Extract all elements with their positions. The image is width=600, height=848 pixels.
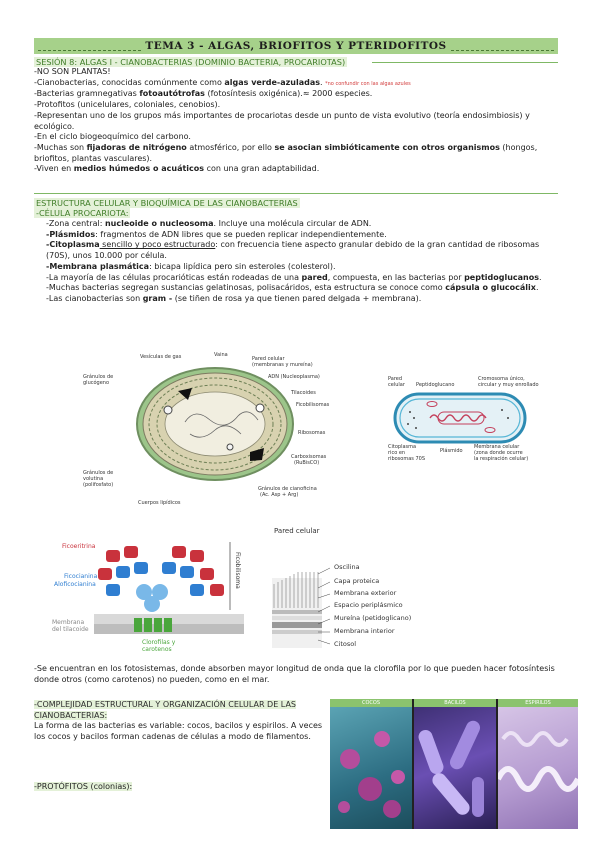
label-peptidoglucano: Peptidoglucano — [416, 382, 455, 388]
label-citoplasma: Citoplasma — [388, 444, 417, 450]
label-ficoeritrina: Ficoeritrina — [62, 543, 96, 550]
line-fotosistemas: -Se encuentran en los fotosistemas, donde absorben mayor longitud de onda que la clorofila por lo que pueden hacer fotosíntesis donde otros (como carotenos) no pueden, como en el mar. — [34, 664, 555, 684]
complexity-header-text: -COMPLEJIDAD ESTRUCTURAL Y ORGANIZACIÓN CELULAR DE LAS CIANOBACTERIAS: — [34, 700, 296, 720]
label-glucogeno-2: glucógeno — [83, 380, 110, 386]
label-citosol: Citosol — [334, 640, 357, 648]
line-gram — [34, 294, 560, 305]
bold-text: -Citoplasma — [46, 240, 100, 250]
bold-text: gram - — [142, 293, 173, 303]
line-representan: -Representan uno de los grupos más importantes de procariotas desde un punto de vista evolutivo (teoría endosimbiosis) y ecológico. — [34, 110, 530, 131]
text: -Zona central: — [46, 219, 105, 228]
label-pared-title: Pared celular — [274, 527, 320, 535]
label-vaina: Vaina — [214, 352, 228, 358]
label-membrana-3: la respiración celular) — [474, 456, 529, 462]
text: : con frecuencia tiene aspecto granular debido de la gran cantidad de ribosomas (70S), unos 10.000 por célula. — [46, 240, 540, 261]
label-membrana-tilacoide: Membrana — [52, 619, 85, 626]
label-pared-celular-2: celular — [388, 382, 405, 388]
label-cianoficina: Gránulos de cianoficina — [258, 486, 317, 492]
text: : fragmentos de ADN libres que se pueden replicar independientemente. — [95, 229, 387, 239]
label-ribosomas: Ribosomas — [298, 430, 326, 436]
label-membrana-interior: Membrana interior — [334, 627, 395, 635]
line-bacterias — [34, 89, 560, 100]
protofitos-section — [34, 782, 314, 793]
line-cianobacterias — [34, 78, 560, 90]
label-capa-proteica: Capa proteica — [334, 577, 380, 585]
photo-title-cocos: COCOS — [330, 699, 412, 707]
cell-wall-diagram — [270, 528, 430, 658]
line-no-plantas: -NO SON PLANTAS! — [34, 67, 111, 76]
label-oscilina: Oscilina — [334, 563, 360, 571]
label-lipidicos: Cuerpos lipídicos — [138, 500, 181, 506]
text: (fotosíntesis oxigénica).≈ 2000 especies. — [204, 89, 373, 99]
label-carboxisomas-2: (RuBisCO) — [294, 460, 320, 466]
complexity-section — [34, 700, 324, 743]
text: : bicapa lipídica pero sin esteroles (colesterol). — [149, 261, 336, 271]
text: -Muchas bacterias segregan sustancias gelatinosas, polisacáridos, esta estructura se conoce como — [46, 283, 446, 293]
text: . — [320, 77, 326, 87]
text: . Incluye una molécula circular de ADN. — [213, 219, 372, 228]
underlined-text: sencillo y poco estructurado — [99, 240, 216, 250]
text: . — [535, 283, 539, 293]
label-glucogeno: Gránulos de — [83, 374, 114, 380]
bacilos-illustration — [414, 699, 496, 829]
bold-text: cápsula o glucocálix — [445, 283, 536, 293]
text: -Bacterias gramnegativas — [34, 89, 140, 99]
session-text — [34, 67, 560, 175]
label-adn: ADN (Nucleoplasma) — [268, 374, 320, 380]
line-ciclo: -En el ciclo biogeoquímico del carbono. — [34, 132, 191, 142]
label-pared-2: (membranas y mureína) — [252, 362, 313, 368]
text: . — [539, 272, 542, 282]
cocos-illustration — [330, 699, 412, 829]
structure-text — [34, 219, 560, 305]
label-ficobilisomas: Ficobilisomas — [296, 402, 330, 408]
photo-espirilos — [498, 699, 578, 829]
label-pared-celular: Pared — [388, 376, 403, 382]
photo-cocos — [330, 699, 412, 829]
text: (hongos, briofitos, plantas vasculares). — [34, 142, 538, 163]
label-membrana-tilacoide-2: del tilacoide — [52, 626, 89, 633]
label-volutina: Gránulos de — [83, 470, 114, 476]
text: -Las cianobacterias son — [46, 293, 143, 303]
line-pared — [34, 273, 560, 284]
title-bar — [34, 38, 558, 54]
line-fijadoras — [34, 143, 560, 164]
label-cianoficina-2: (Ac. Asp + Arg) — [260, 492, 299, 498]
text: atmosférico, por ello — [186, 142, 275, 152]
line-protofitos: -Protofitos (unicelulares, coloniales, cenobios). — [34, 100, 221, 110]
text: -Muchas son — [34, 142, 87, 152]
session-header: SESIÓN 8: ALGAS I - CIANOBACTERIAS (DOMINIO BACTERIA, PROCARIOTAS) — [36, 57, 346, 67]
label-cromosoma: Cromosoma único, — [478, 376, 525, 382]
title-dash-right — [451, 42, 554, 51]
bold-text: peptidoglucanos — [464, 272, 539, 282]
label-clorofilas-2: carotenos — [142, 646, 172, 653]
label-citoplasma-2: rico en — [388, 450, 406, 456]
celula-procariota-header: -CÉLULA PROCARIOTA: — [36, 208, 129, 218]
complexity-header — [34, 700, 324, 721]
line-capsula — [34, 283, 560, 294]
text: -Cianobacterias, conocidas comúnmente como — [34, 77, 225, 87]
photo-title-espirilos: ESPIRILOS — [498, 699, 578, 707]
text: con una gran adaptabilidad. — [204, 164, 320, 174]
espirilos-illustration — [498, 699, 578, 829]
document-title: TEMA 3 - ALGAS, BRIOFITOS Y PTERIDOFITOS — [145, 40, 447, 52]
line-plasmidos — [34, 230, 560, 241]
bold-text: nucleoide o nucleosoma — [104, 219, 214, 228]
after-figure-text — [34, 664, 560, 685]
label-ficocianina: Ficocianina — [64, 573, 98, 580]
text: -Viven en — [34, 164, 74, 174]
title-dash-left — [38, 42, 141, 51]
label-tilacoides: Tilacoides — [291, 390, 316, 396]
bold-text: -Membrana plasmática — [46, 261, 150, 271]
label-membrana-exterior: Membrana exterior — [334, 589, 397, 597]
label-cromosoma-2: circular y muy enrollado — [478, 382, 539, 388]
note-text: *no confundir con las algas azules — [325, 80, 411, 87]
section-divider — [34, 193, 558, 194]
label-carboxisomas: Carboxisomas — [291, 454, 327, 460]
line-citoplasma — [34, 240, 560, 261]
label-plasmido: Plásmido — [440, 448, 463, 454]
text: (se tiñen de rosa ya que tienen pared delgada + membrana). — [172, 293, 422, 303]
phycobilisome-diagram — [34, 532, 254, 662]
session-header-line — [372, 62, 558, 63]
bold-text: -Plásmidos — [46, 229, 96, 239]
line-zona-central — [34, 219, 560, 230]
prokaryote-schematic — [370, 372, 539, 462]
protofitos-header-text: -PROTÓFITOS (colonias): — [34, 782, 133, 791]
line-viven — [34, 164, 560, 175]
label-volutina-3: (polifosfato) — [83, 482, 114, 488]
bold-text: se asocian simbióticamente con otros organismos — [274, 142, 500, 152]
label-vesiculas: Vesículas de gas — [140, 354, 182, 360]
complexity-body: La forma de las bacterias es variable: cocos, bacilos y espirilos. A veces los cocos y bacilos forman cadenas de células a modo de filamentos. — [34, 721, 323, 742]
bold-text: pared — [301, 272, 328, 282]
label-espacio-periplasmico: Espacio periplásmico — [334, 601, 403, 609]
bold-text: fijadoras de nitrógeno — [86, 142, 187, 152]
label-clorofilas: Clorofilas y — [142, 639, 176, 646]
photo-bacilos — [414, 699, 496, 829]
label-aloficocianina: Aloficocianina — [54, 581, 96, 588]
text: , compuesta, en las bacterias por — [327, 272, 465, 282]
label-membrana-2: (zona donde ocurre — [474, 450, 523, 456]
bold-text: algas verde-azuladas — [224, 77, 321, 87]
line-membrana — [34, 262, 560, 273]
label-volutina-2: volutina — [83, 476, 104, 482]
label-citoplasma-3: ribosomas 70S — [388, 456, 426, 462]
protofitos-header — [34, 782, 314, 793]
structure-header: ESTRUCTURA CELULAR Y BIOQUÍMICA DE LAS CIANOBACTERIAS — [36, 198, 298, 208]
cyanobacterium-cell-diagram — [80, 352, 340, 512]
bold-text: medios húmedos o acuáticos — [73, 164, 205, 174]
label-mureina: Mureína (petidoglicano) — [334, 614, 412, 622]
bacteria-shapes-photo — [330, 699, 578, 829]
photo-title-bacilos: BACILOS — [414, 699, 496, 707]
label-membrana: Membrana celular — [474, 444, 520, 450]
bold-text: fotoautótrofas — [139, 89, 205, 99]
label-pared: Pared celular — [252, 356, 285, 362]
text: -La mayoría de las células procarióticas están rodeadas de una — [46, 272, 302, 282]
label-ficobilisoma: Ficobilisoma — [234, 552, 241, 589]
